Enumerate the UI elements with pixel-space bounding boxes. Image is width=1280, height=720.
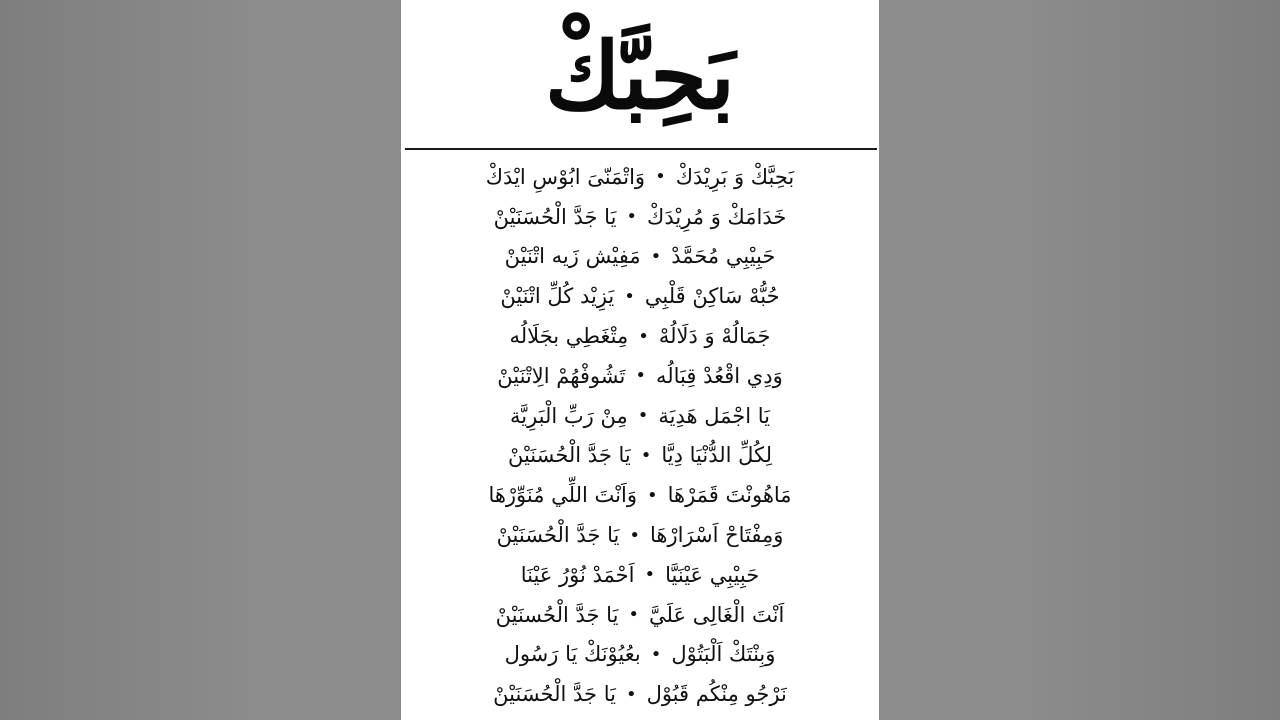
verse-first-half: حُبُّهْ سَاكِنْ قَلْبِي xyxy=(644,284,780,309)
verse-separator: • xyxy=(628,604,640,626)
verse-line xyxy=(491,674,789,714)
verse-separator: • xyxy=(644,564,656,586)
verse-second-half: وَاَنْتَ اللِّي مُنَوِّرْهَا xyxy=(488,483,637,508)
verse-second-half: مَفِيْش زَيه اتْنَيْنْ xyxy=(504,244,641,269)
verse-first-half: وَمِفْتَاحْ اَسْرَارْهَا xyxy=(649,523,784,548)
verse-line xyxy=(486,475,793,515)
verse-line xyxy=(508,316,773,356)
verse-line xyxy=(492,197,789,237)
verse-second-half: يَا جَدَّ الْحُسَنَيْنْ xyxy=(493,204,617,229)
verse-first-half: مَاهُونْتَ قَمَرْهَا xyxy=(667,483,792,508)
verse-line xyxy=(495,515,786,555)
verse-separator: • xyxy=(638,325,649,347)
verse-separator: • xyxy=(655,166,666,188)
verse-second-half: مِتْغَطِي بجَلَالُه xyxy=(509,324,629,349)
verse-line xyxy=(495,356,785,396)
verse-line xyxy=(494,595,787,635)
verse-list xyxy=(401,157,879,714)
verse-second-half: اَحْمَدْ نُوْرُ عَيْنَا xyxy=(520,562,635,587)
verse-first-half: بَحِبَّكْ وَ بَرِيْدَكْ xyxy=(675,164,795,189)
verse-separator: • xyxy=(640,444,652,466)
verse-separator: • xyxy=(625,683,637,705)
verse-first-half: وَبِنْتَكْ اَلْبَتُوْل xyxy=(671,642,776,667)
verse-first-half: حَبِيْبِي عَيْنَيَّا xyxy=(665,562,760,587)
verse-first-half: نَرْجُو مِنْكُم قَبُوْل xyxy=(646,682,787,707)
verse-separator: • xyxy=(637,405,649,427)
verse-line xyxy=(519,555,762,595)
verse-first-half: وَدِي اقْعُدْ قِبَالُه xyxy=(656,363,783,388)
verse-second-half: يَزِيْد كُلِّ اتْنَيْنْ xyxy=(500,284,615,309)
verse-separator: • xyxy=(646,484,658,506)
verse-second-half: يَا جَدَّ الْحُسَنَيْنْ xyxy=(507,443,631,468)
verse-second-half: وَاتْمَنّىَ ابُوْسِ ايْدَكْ xyxy=(485,164,646,189)
verse-line xyxy=(503,635,778,675)
title-divider xyxy=(405,148,877,150)
verse-first-half: يَا اجْمَل هَدِيَة xyxy=(658,403,771,428)
verse-line xyxy=(498,276,781,316)
verse-second-half: مِنْ رَبِّ الْبَرِيَّة xyxy=(509,403,628,428)
verse-line xyxy=(484,157,797,197)
verse-first-half: جَمَالُهْ وَ دَلَالُهْ xyxy=(658,324,771,349)
page-title: بَحِبَّكْ xyxy=(544,21,736,130)
verse-separator: • xyxy=(629,524,640,546)
verse-second-half: يَا جَدَّ الْحُسَنَيْنْ xyxy=(496,523,620,548)
verse-separator: • xyxy=(626,206,638,228)
verse-separator: • xyxy=(635,365,646,387)
verse-second-half: بعُيُوْنَكْ يَا رَسُول xyxy=(504,642,641,667)
verse-separator: • xyxy=(650,643,662,665)
verse-second-half: تَشُوفْهُمْ الِاتْنَيْنْ xyxy=(497,363,626,388)
verse-second-half: يَا جَدَّ الْحُسنَيْنْ xyxy=(495,602,619,627)
verse-second-half: يَا جَدَّ الْحُسَنَيْنْ xyxy=(493,682,616,707)
lyrics-page xyxy=(401,0,879,720)
verse-first-half: اَنْتَ الْغَالِى عَلَيَّ xyxy=(649,602,785,627)
verse-line xyxy=(503,237,778,277)
verse-first-half: حَبِيْبِي مُحَمَّدْ xyxy=(671,244,776,269)
verse-line xyxy=(506,436,774,476)
verse-separator: • xyxy=(650,245,662,267)
verse-line xyxy=(508,396,772,436)
verse-separator: • xyxy=(624,285,635,307)
verse-first-half: لِكُلِّ الدُّنْيَا دِيَّا xyxy=(661,443,773,468)
verse-first-half: خَدَامَكْ وَ مُرِيْدَكْ xyxy=(647,204,787,229)
